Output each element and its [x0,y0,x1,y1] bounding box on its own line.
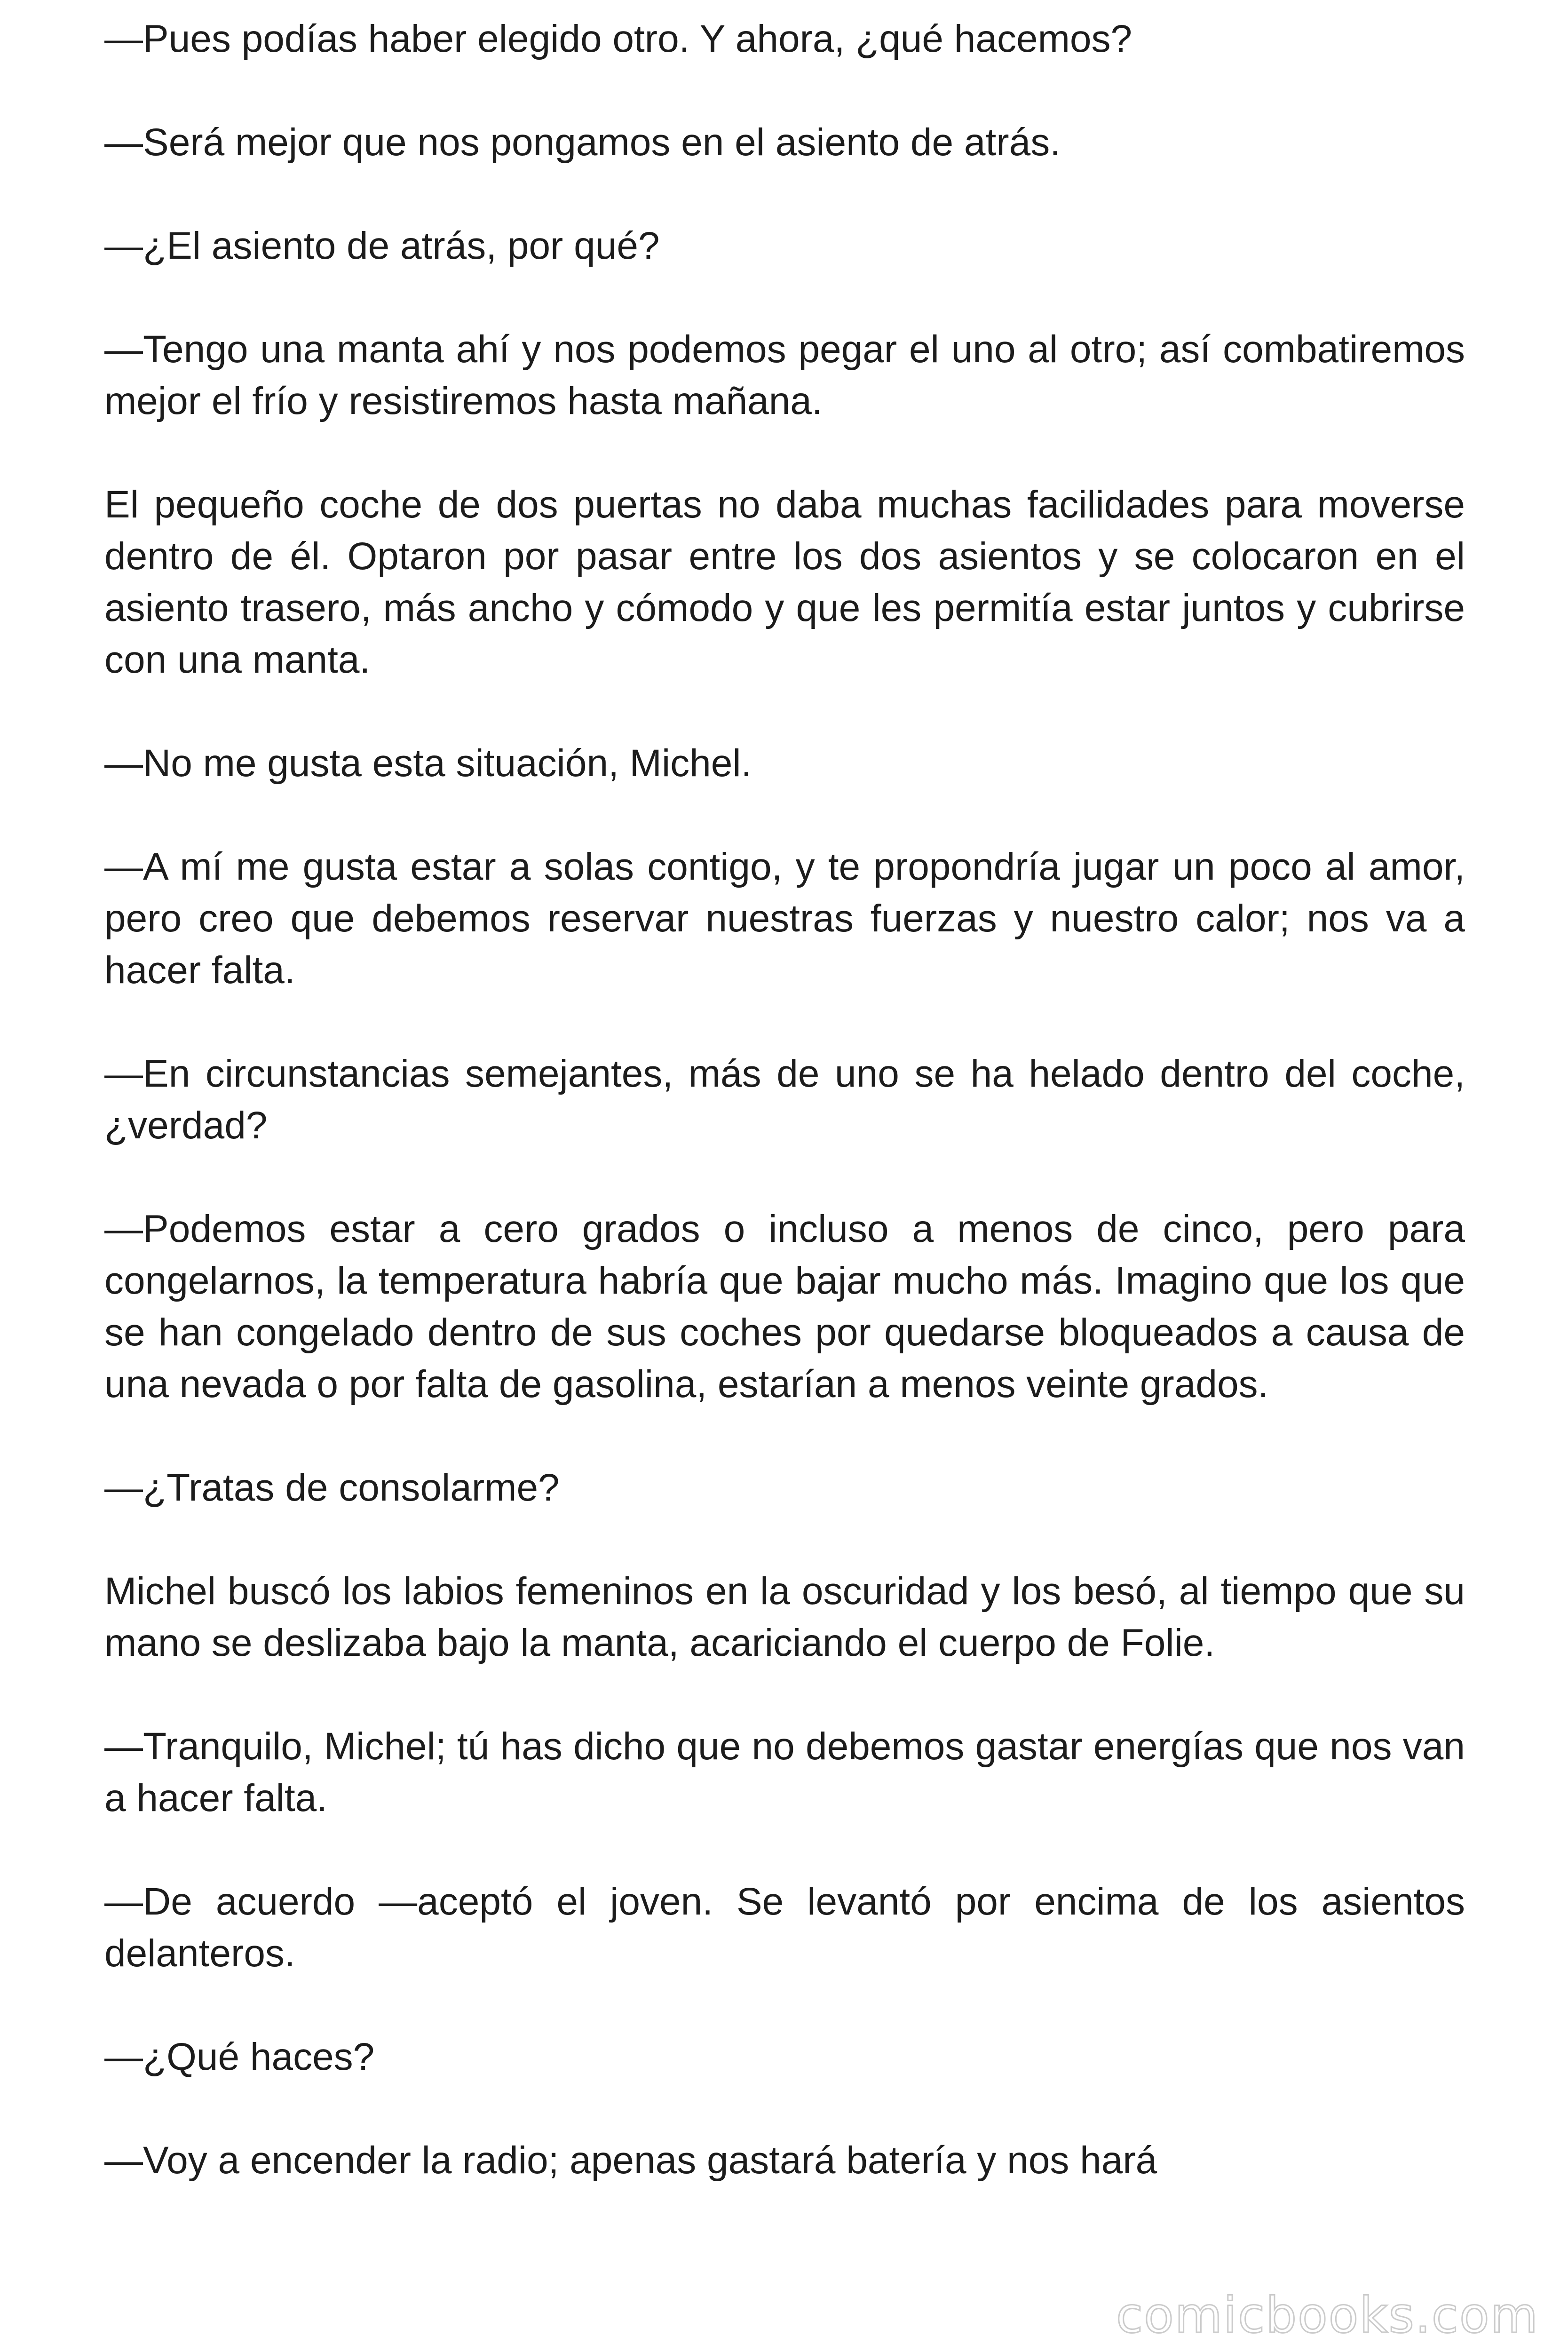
paragraph: —No me gusta esta situación, Michel. [104,742,752,785]
paragraph: —De acuerdo —aceptó el joven. Se levantó por encima de los asientos delanteros. [104,1880,1465,1975]
paragraph: —Pues podías haber elegido otro. Y ahora, ¿qué hacemos? [104,17,1132,60]
paragraph: —Podemos estar a cero grados o incluso a menos de cinco, pero para congelarnos, la temperatura habría que bajar mucho más. Imagino que los que se han congelado dentro de sus coches por quedarse bloqueados a causa de una nevada o por falta de gasolina, estarían a menos veinte grados. [104,1208,1465,1406]
paragraph: El pequeño coche de dos puertas no daba muchas facilidades para moverse dentro de él. Optaron por pasar entre los dos asientos y se colocaron en el asiento trasero, más ancho y cómodo y que les permitía estar juntos y cubrirse con una manta. [104,483,1465,681]
paragraph: —¿El asiento de atrás, por qué? [104,224,660,267]
paragraph: Michel buscó los labios femeninos en la oscuridad y los besó, al tiempo que su mano se deslizaba bajo la manta, acariciando el cuerpo de Folie. [104,1570,1465,1664]
watermark: comicbooks.com [1116,2287,1539,2344]
text-column [104,13,1465,2186]
paragraph: —Tranquilo, Michel; tú has dicho que no debemos gastar energías que nos van a hacer falta. [104,1725,1465,1820]
paragraph: —Tengo una manta ahí y nos podemos pegar el uno al otro; así combatiremos mejor el frío y resistiremos hasta mañana. [104,328,1465,422]
paragraph: —Será mejor que nos pongamos en el asiento de atrás. [104,121,1061,164]
paragraph: —En circunstancias semejantes, más de uno se ha helado dentro del coche, ¿verdad? [104,1052,1465,1147]
paragraph: —¿Tratas de consolarme? [104,1466,560,1509]
paragraph: —Voy a encender la radio; apenas gastará batería y nos hará [104,2139,1157,2182]
paragraph: —A mí me gusta estar a solas contigo, y te propondría jugar un poco al amor, pero creo que debemos reservar nuestras fuerzas y nuestro calor; nos va a hacer falta. [104,845,1465,992]
paragraph: —¿Qué haces? [104,2035,375,2078]
